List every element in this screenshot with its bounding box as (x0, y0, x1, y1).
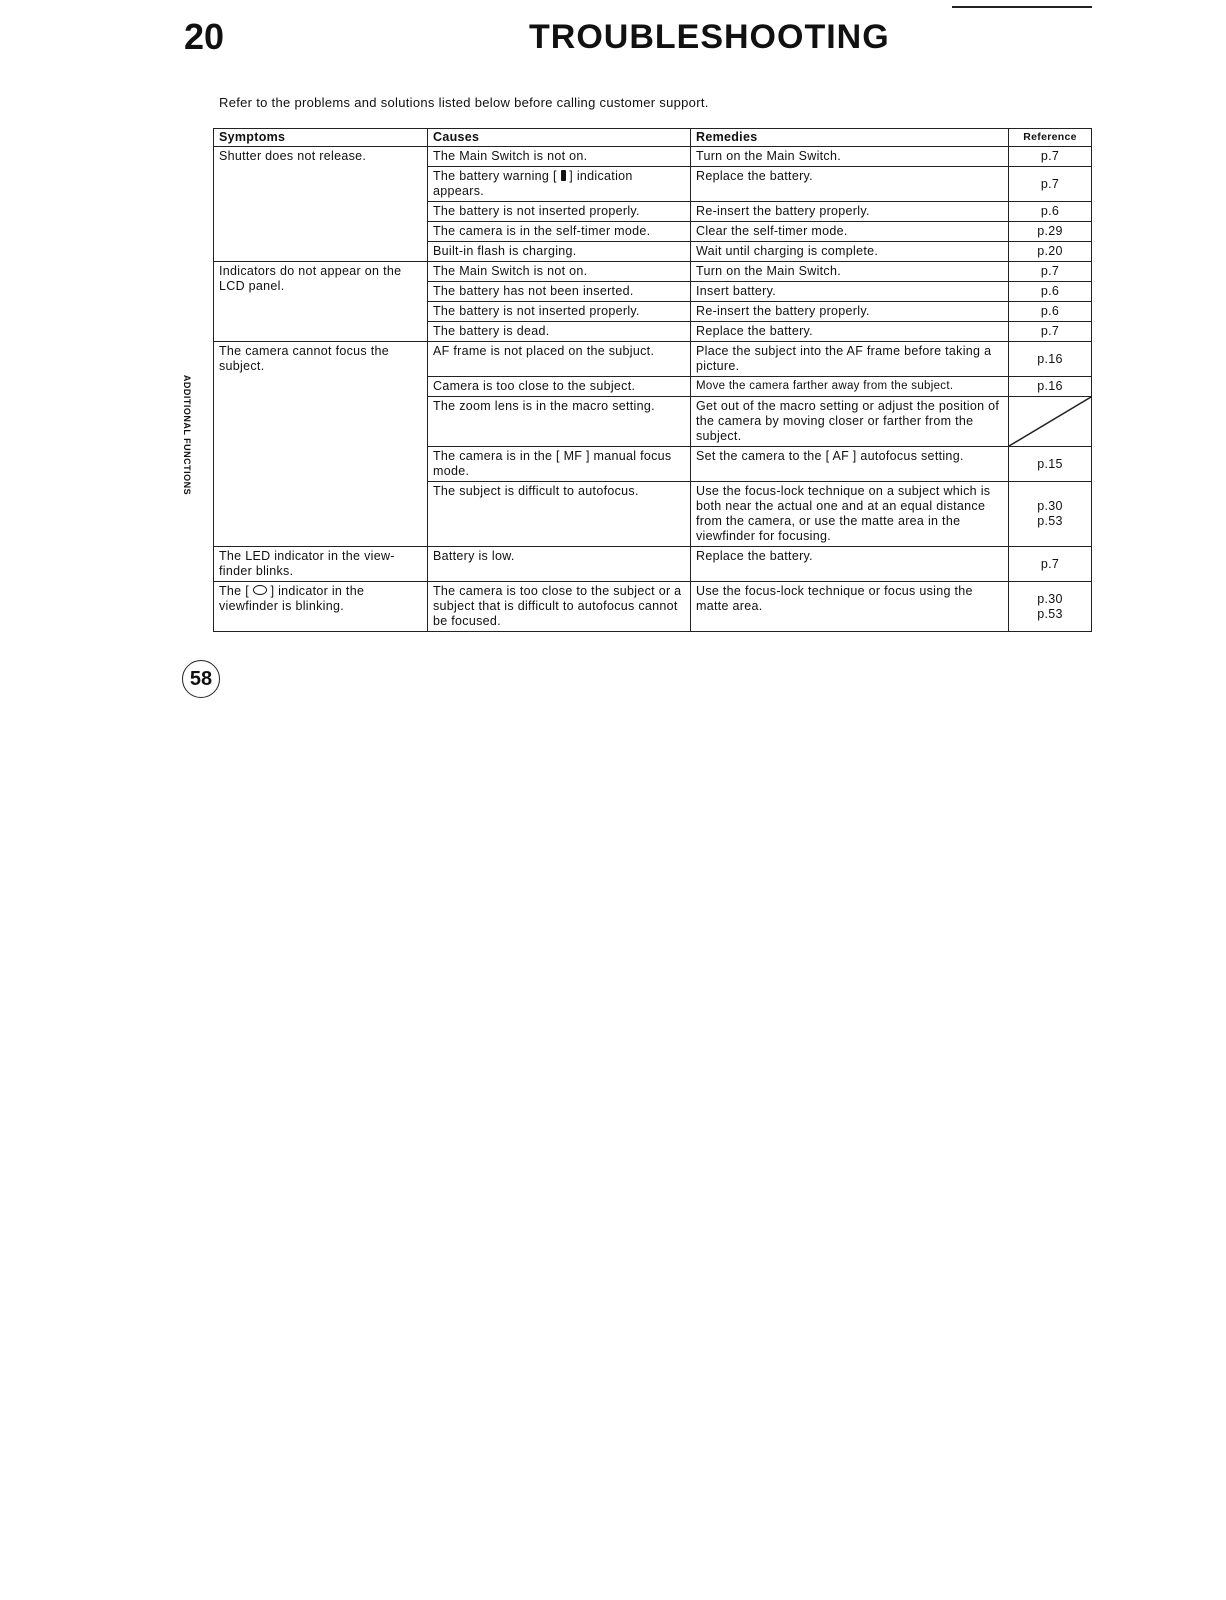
cause-cell: The battery is not inserted properly. (428, 202, 691, 222)
cause-cell (428, 167, 691, 202)
remedy-cell: Use the focus-lock technique on a subject which is both near the actual one and at an equal distance from the camera, or use the matte area in the viewfinder for focusing. (691, 482, 1009, 547)
header-remedies: Remedies (691, 129, 1009, 147)
cause-cell: The camera is in the [ MF ] manual focus mode. (428, 447, 691, 482)
table-row (214, 547, 1092, 582)
remedy-cell: Clear the self-timer mode. (691, 222, 1009, 242)
troubleshooting-table (213, 128, 1092, 632)
cause-cell: The zoom lens is in the macro setting. (428, 397, 691, 447)
page-number: 58 (189, 668, 213, 690)
remedy-cell: Replace the battery. (691, 547, 1009, 582)
cause-text-post: ] indication appears. (433, 169, 633, 198)
symptom-cell: The LED indicator in the view-finder blinks. (214, 547, 428, 582)
remedy-cell: Replace the battery. (691, 322, 1009, 342)
cause-cell: Built-in flash is charging. (428, 242, 691, 262)
reference-cell: p.6 (1009, 282, 1092, 302)
reference-cell: p.7 (1009, 147, 1092, 167)
cause-cell: The battery is dead. (428, 322, 691, 342)
page-title: TROUBLESHOOTING (529, 18, 890, 56)
reference-cell: p.6 (1009, 202, 1092, 222)
symptom-cell (214, 582, 428, 632)
cause-cell: The subject is difficult to autofocus. (428, 482, 691, 547)
empty-reference-cell (1009, 397, 1092, 447)
cause-cell: AF frame is not placed on the subjuct. (428, 342, 691, 377)
symptom-cell: The camera cannot focus the subject. (214, 342, 428, 547)
intro-text: Refer to the problems and solutions listed below before calling customer support. (219, 95, 709, 110)
focus-ring-icon (253, 585, 267, 595)
symptom-text-pre: The [ (219, 584, 249, 598)
cause-cell: Camera is too close to the subject. (428, 377, 691, 397)
remedy-cell: Turn on the Main Switch. (691, 147, 1009, 167)
table-row (214, 147, 1092, 167)
reference-cell: p.20 (1009, 242, 1092, 262)
remedy-cell: Re-insert the battery properly. (691, 202, 1009, 222)
header-reference: Reference (1009, 129, 1092, 147)
remedy-cell: Get out of the macro setting or adjust the position of the camera by moving closer or farther from the subject. (691, 397, 1009, 447)
page-number-badge (182, 660, 220, 698)
table-header-row (214, 129, 1092, 147)
cause-cell: The camera is too close to the subject or a subject that is difficult to autofocus cannot be focused. (428, 582, 691, 632)
remedy-cell: Wait until charging is complete. (691, 242, 1009, 262)
reference-cell: p.7 (1009, 167, 1092, 202)
cause-cell: The Main Switch is not on. (428, 262, 691, 282)
reference-cell: p.15 (1009, 447, 1092, 482)
symptom-text-post: ] indicator in the viewfinder is blinking. (219, 584, 365, 613)
remedy-cell: Turn on the Main Switch. (691, 262, 1009, 282)
side-tab (176, 374, 198, 496)
header-symptoms: Symptoms (214, 129, 428, 147)
table-row (214, 582, 1092, 632)
symptom-cell: Indicators do not appear on the LCD panel. (214, 262, 428, 342)
reference-cell: p.7 (1009, 262, 1092, 282)
reference-cell: p.29 (1009, 222, 1092, 242)
chapter-number: 20 (184, 16, 225, 57)
diagonal-slash (1009, 397, 1091, 446)
reference-cell: p.30 p.53 (1009, 582, 1092, 632)
table-row (214, 342, 1092, 377)
battery-warning-icon (561, 170, 566, 181)
header-causes: Causes (428, 129, 691, 147)
cause-cell: The battery has not been inserted. (428, 282, 691, 302)
cause-cell: The camera is in the self-timer mode. (428, 222, 691, 242)
reference-cell: p.16 (1009, 342, 1092, 377)
remedy-cell: Insert battery. (691, 282, 1009, 302)
reference-cell: p.16 (1009, 377, 1092, 397)
cause-cell: The battery is not inserted properly. (428, 302, 691, 322)
side-tab-label: ADDITIONAL FUNCTIONS (182, 374, 192, 496)
remedy-cell: Use the focus-lock technique or focus using the matte area. (691, 582, 1009, 632)
top-rule (952, 6, 1092, 8)
table-row (214, 262, 1092, 282)
cause-text-pre: The battery warning [ (433, 169, 557, 183)
reference-cell: p.30 p.53 (1009, 482, 1092, 547)
remedy-cell: Set the camera to the [ AF ] autofocus setting. (691, 447, 1009, 482)
symptom-cell: Shutter does not release. (214, 147, 428, 262)
remedy-cell: Place the subject into the AF frame before taking a picture. (691, 342, 1009, 377)
cause-cell: Battery is low. (428, 547, 691, 582)
remedy-cell: Move the camera farther away from the subject. (691, 377, 1009, 397)
cause-cell: The Main Switch is not on. (428, 147, 691, 167)
reference-cell: p.7 (1009, 547, 1092, 582)
remedy-cell: Replace the battery. (691, 167, 1009, 202)
reference-cell: p.7 (1009, 322, 1092, 342)
remedy-cell: Re-insert the battery properly. (691, 302, 1009, 322)
reference-cell: p.6 (1009, 302, 1092, 322)
